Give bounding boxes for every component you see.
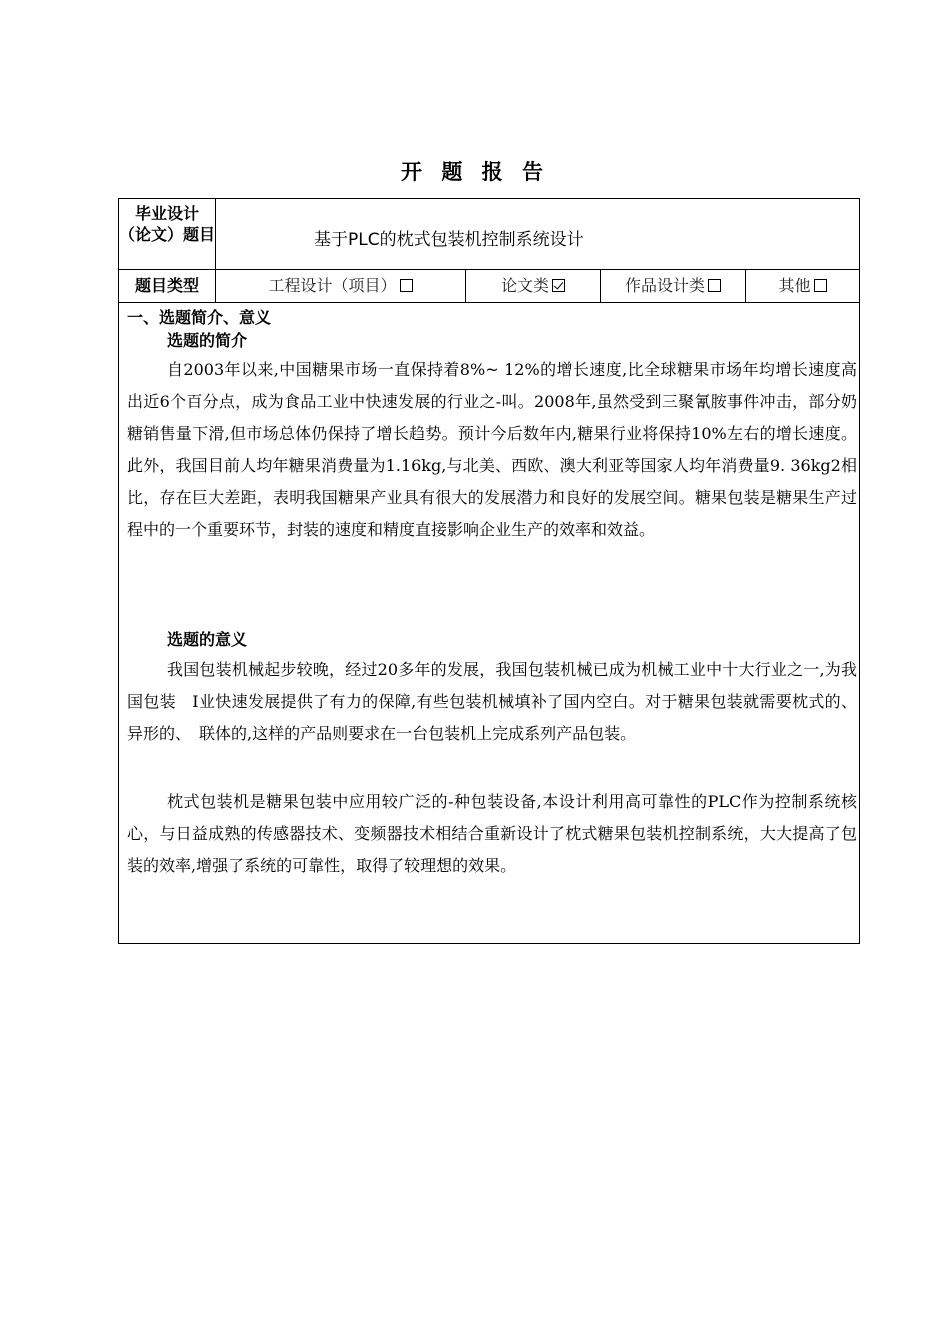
section-heading: 一、选题简介、意义 (127, 308, 272, 327)
intro-heading: 选题的简介 (167, 331, 248, 350)
intro-paragraph: 自2003年以来,中国糖果市场一直保持着8%~ 12%的增长速度,比全球糖果市场年均增长速度高出近6个百分点，成为食品工业中快速发展的行业之-叫。2008年,虽然受到三聚氰胺事件冲击，部分奶糖销售量下滑,但市场总体仍保持了增长趋势。预计今后数年内,糖果行业将保持10%左右的增长速度。此外，我国目前人均年糖果消费量为1.16kg,与北美、西欧、澳大利亚等国家人均年消费量9. 36kg2相比，存在巨大差距，表明我国糖果产业具有很大的发展潜力和良好的发展空间。糖果包装是糖果生产过程中的一个重要环节，封装的速度和精度直接影响企业生产的效率和效益。 (127, 360, 857, 539)
type-option-label: 论文类 (500, 276, 549, 295)
checkbox-unchecked-icon[interactable] (708, 279, 721, 292)
significance-heading: 选题的意义 (167, 630, 248, 649)
checkbox-checked-icon[interactable] (552, 279, 565, 292)
topic-label (119, 203, 215, 245)
type-option-label: 作品设计类 (624, 276, 705, 295)
significance-paragraph: 我国包装机械起步较晚，经过20多年的发展，我国包装机械已成为机械工业中十大行业之一,为我国包装 I业快速发展提供了有力的保障,有些包装机械填补了国内空白。对于糖果包装就需要枕式的、异形的、 联体的,这样的产品则要求在一台包装机上完成系列产品包装。 (127, 660, 857, 743)
type-option-thesis[interactable] (466, 273, 600, 296)
type-option-other[interactable] (746, 273, 859, 296)
checkbox-unchecked-icon[interactable] (400, 279, 413, 292)
type-option-label: 其他 (778, 276, 811, 295)
type-label: 题目类型 (134, 276, 199, 295)
document-title: 开 题 报 告 (401, 160, 549, 184)
type-option-work-design[interactable] (601, 273, 745, 296)
type-option-engineering[interactable] (216, 273, 465, 296)
topic-label-line2: （论文）题目 (119, 225, 216, 244)
report-table (118, 198, 860, 944)
row-divider (119, 302, 859, 303)
significance-paragraph: 枕式包装机是糖果包装中应用较广泛的-种包装设备,本设计利用高可靠性的PLC作为控制系统核心，与日益成熟的传感器技术、变频器技术相结合重新设计了枕式糖果包装机控制系统，大大提高了包装的效率,增强了系统的可靠性，取得了较理想的效果。 (127, 792, 857, 875)
type-option-label: 工程设计（项目） (268, 276, 397, 295)
checkbox-unchecked-icon[interactable] (814, 279, 827, 292)
topic-label-line1: 毕业设计 (134, 204, 199, 223)
topic-value: 基于PLC的枕式包装机控制系统设计 (314, 230, 584, 250)
row-divider (119, 269, 859, 270)
